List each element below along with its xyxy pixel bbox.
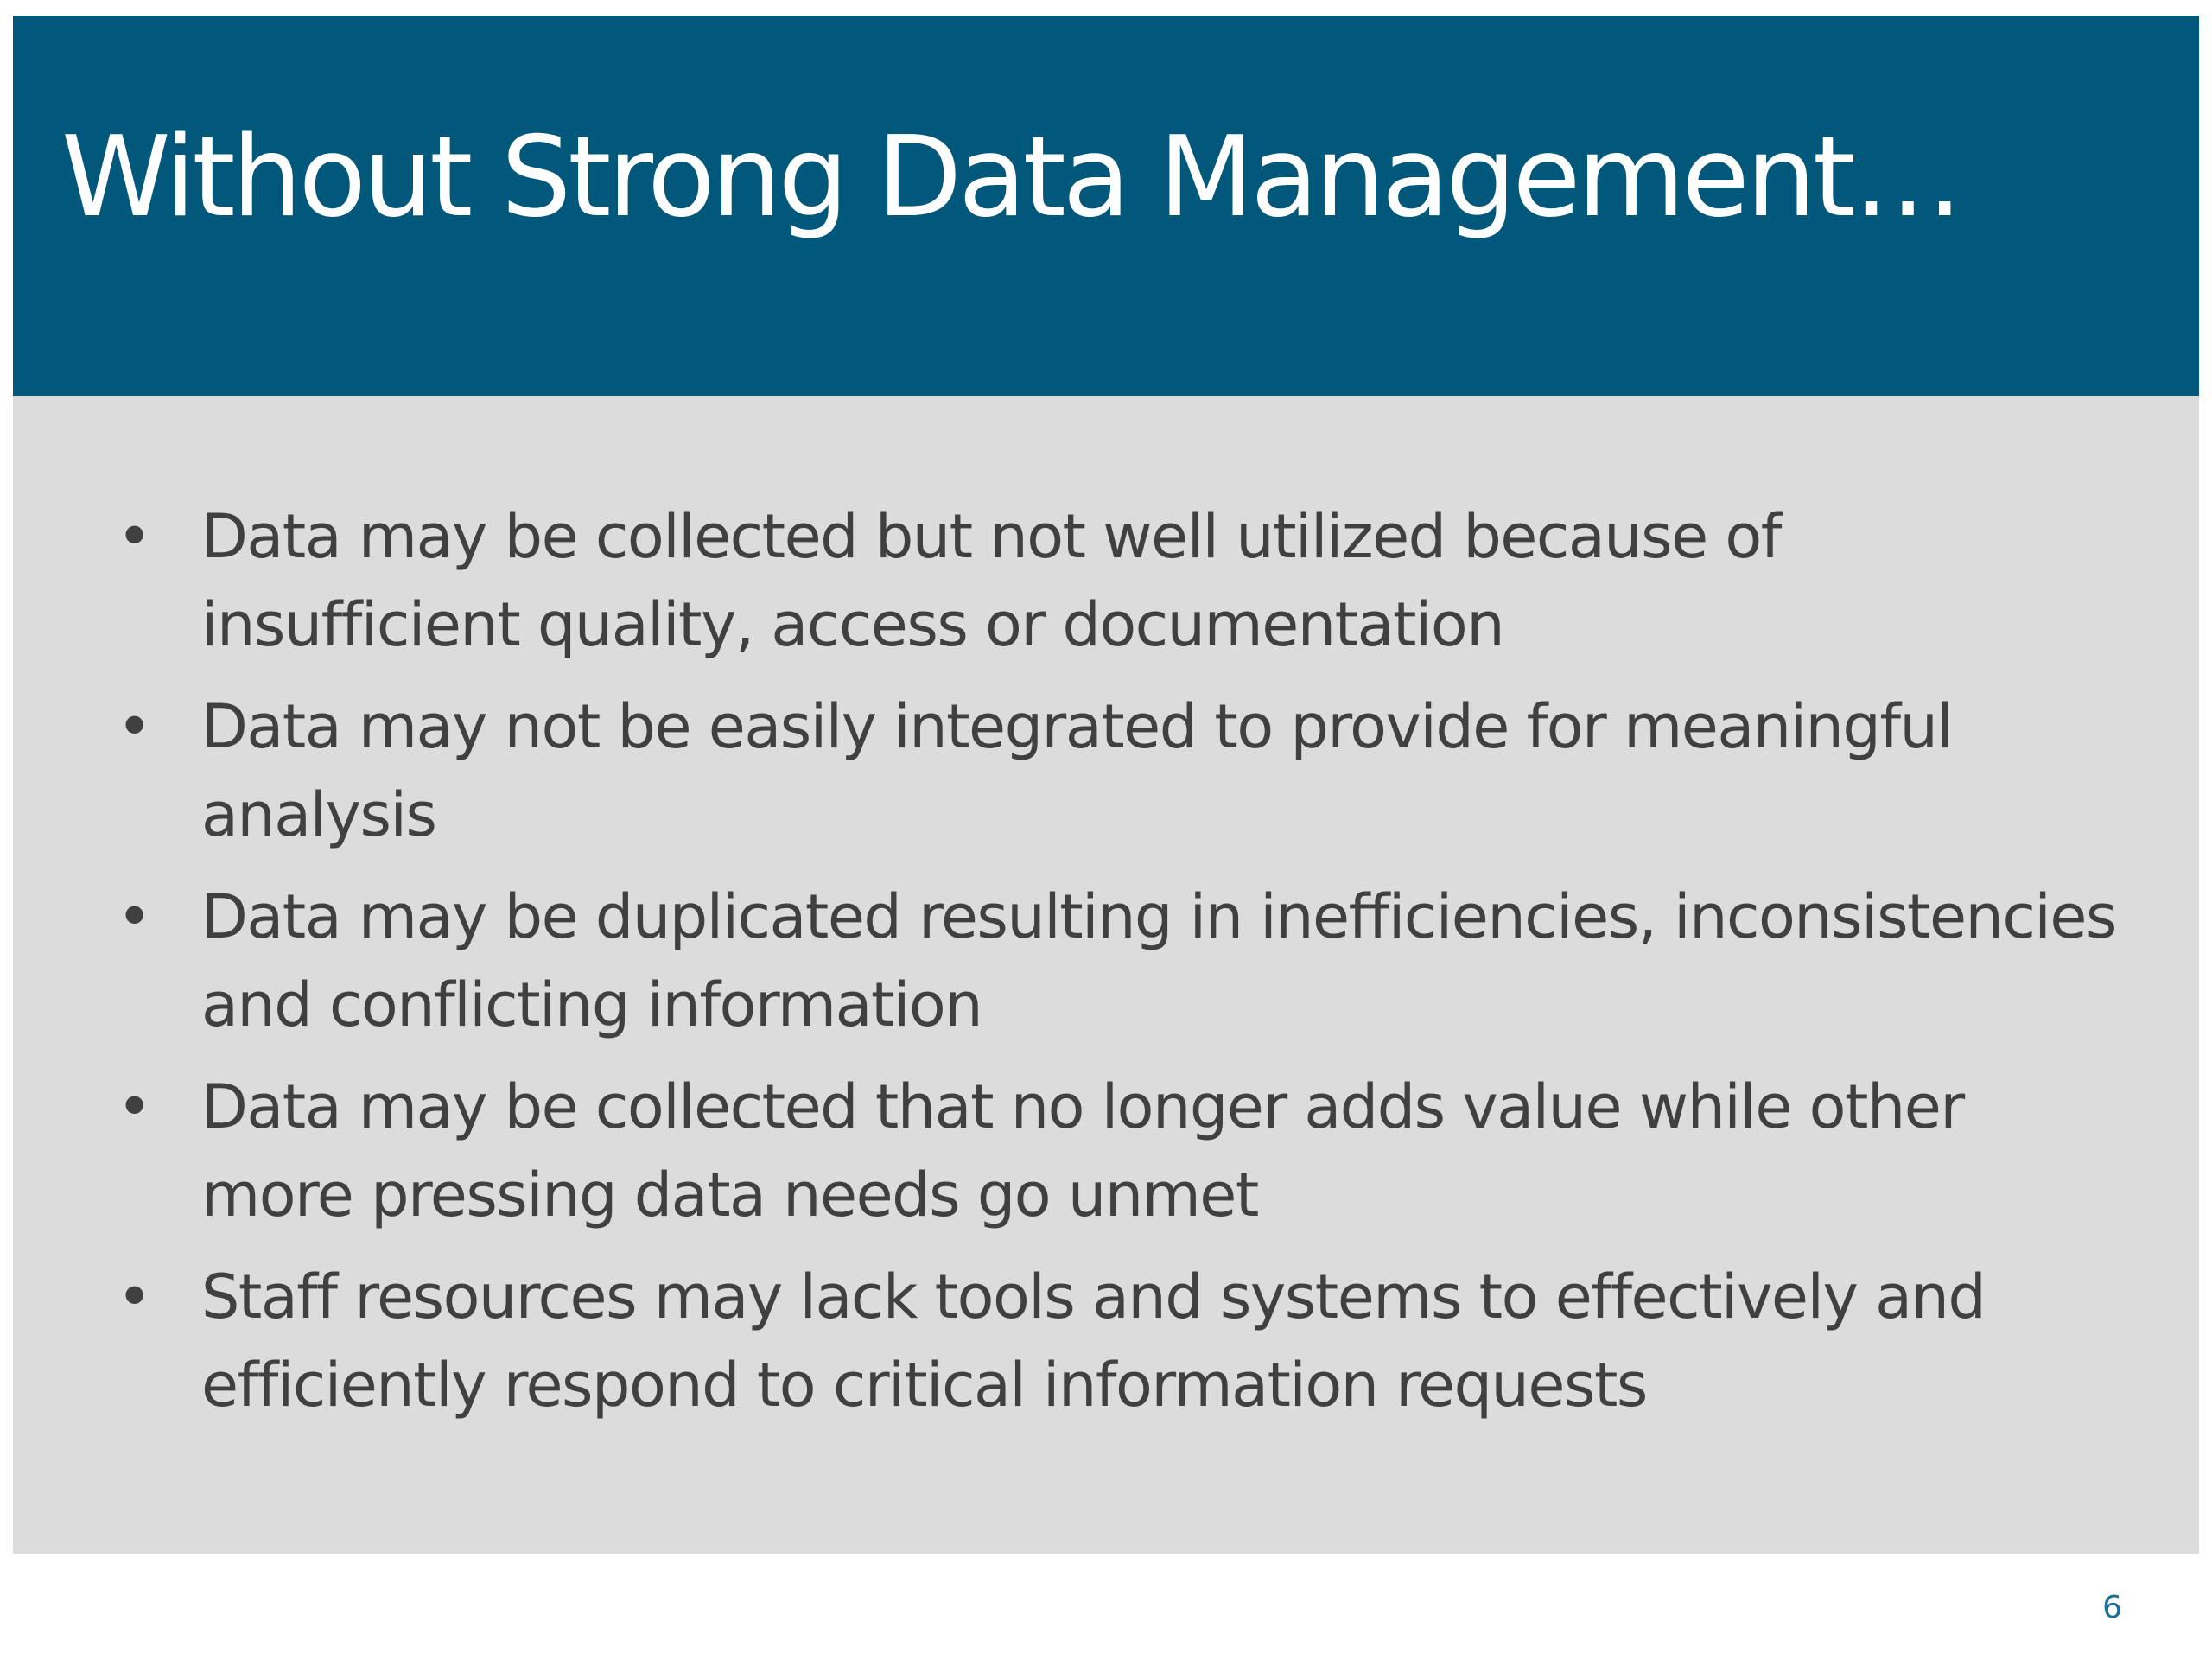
bullet-item-2 <box>108 683 2147 859</box>
bullet-item-4 <box>108 1063 2147 1239</box>
content-panel <box>13 396 2199 1554</box>
bullet-marker: • <box>117 501 151 572</box>
title-banner <box>13 16 2199 396</box>
bullet-text-line: Data may be collected that no longer adds value while other <box>201 1071 1964 1142</box>
bullet-marker: • <box>117 881 151 952</box>
bullet-marker: • <box>117 1262 151 1332</box>
bullet-text-line: Data may be collected but not well utilized because of <box>201 501 1781 572</box>
bullet-text-line: Staff resources may lack tools and systems to effectively and <box>201 1262 1986 1332</box>
bullet-text-line: Data may be duplicated resulting in inefficiencies, inconsistencies <box>201 881 2116 952</box>
bullet-marker: • <box>117 1071 151 1142</box>
bullet-text-line: and conflicting information <box>201 969 982 1040</box>
bullet-list <box>108 493 2147 1443</box>
bullet-item-3 <box>108 873 2147 1049</box>
bullet-text-line: Data may not be easily integrated to provide for meaningful <box>201 691 1953 762</box>
slide-title: Without Strong Data Management… <box>61 113 1961 242</box>
bullet-marker: • <box>117 691 151 762</box>
bullet-text-line: efficiently respond to critical information requests <box>201 1350 1647 1421</box>
bullet-text-line: more pressing data needs go unmet <box>201 1160 1258 1230</box>
bullet-item-5 <box>108 1253 2147 1429</box>
bullet-item-1 <box>108 493 2147 669</box>
bullet-text-line: insufficient quality, access or documentation <box>201 589 1504 660</box>
bullet-text-line: analysis <box>201 779 436 850</box>
page-number: 6 <box>2102 1590 2122 1625</box>
